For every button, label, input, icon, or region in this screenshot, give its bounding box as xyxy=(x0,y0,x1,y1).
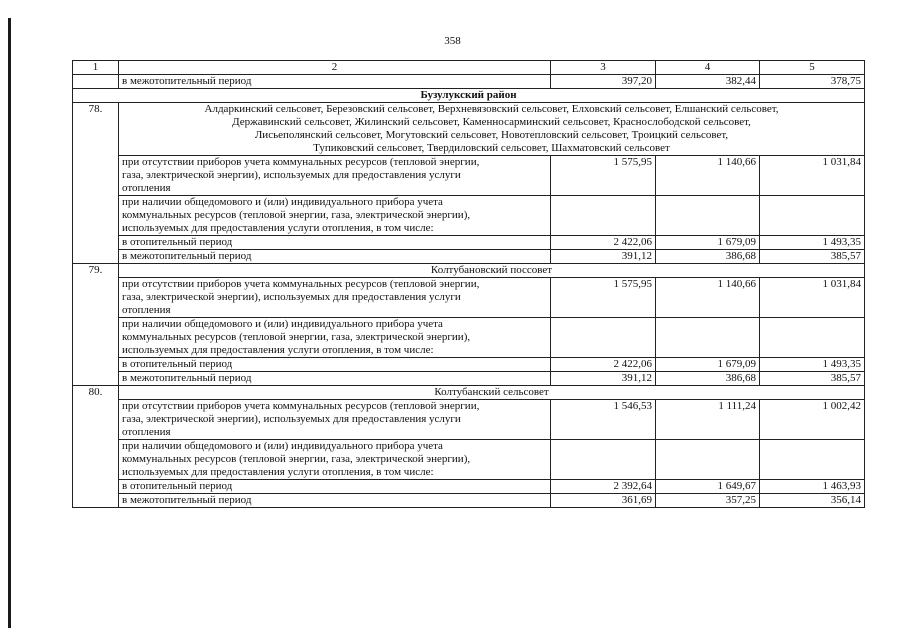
value-cell: 1 493,35 xyxy=(760,358,865,372)
settlement-names-line: Колтубановский поссовет xyxy=(430,264,553,276)
value-cell: 1 546,53 xyxy=(551,400,656,440)
value-cell: 391,12 xyxy=(551,372,656,386)
settlement-number: 80. xyxy=(73,386,119,508)
settlement-names xyxy=(119,264,865,278)
value-cell: 386,68 xyxy=(656,372,760,386)
row-label-line: отопления xyxy=(122,426,171,438)
value-cell: 382,44 xyxy=(656,75,760,89)
value-cell: 1 463,93 xyxy=(760,480,865,494)
row-label-line: при наличии общедомового и (или) индивидуального прибора учета xyxy=(122,318,443,330)
row-label-line: в отопительный период xyxy=(122,358,233,370)
table-row xyxy=(73,236,865,250)
table-row xyxy=(73,278,865,318)
table-row xyxy=(73,480,865,494)
column-header: 4 xyxy=(656,61,760,75)
value-cell: 1 031,84 xyxy=(760,156,865,196)
district-title: Бузулукский район xyxy=(73,89,865,103)
value-cell xyxy=(656,196,760,236)
row-label-line: при отсутствии приборов учета коммунальных ресурсов (тепловой энергии, xyxy=(122,156,480,168)
table-row xyxy=(73,372,865,386)
value-cell: 1 111,24 xyxy=(656,400,760,440)
page-number: 358 xyxy=(444,35,461,47)
value-cell xyxy=(656,440,760,480)
value-cell: 1 679,09 xyxy=(656,236,760,250)
settlement-names-line: Лисьеполянский сельсовет, Могутовский сельсовет, Новотепловский сельсовет, Троицкий сельсовет, xyxy=(254,129,729,141)
row-label xyxy=(119,156,551,196)
value-cell: 1 575,95 xyxy=(551,278,656,318)
value-cell: 356,14 xyxy=(760,494,865,508)
row-label xyxy=(119,400,551,440)
settlement-header-row xyxy=(73,264,865,278)
settlement-names-line: Тупиковский сельсовет, Твердиловский сельсовет, Шахматовский сельсовет xyxy=(313,142,670,154)
value-cell: 361,69 xyxy=(551,494,656,508)
row-label-line: используемых для предоставления услуги отопления, в том числе: xyxy=(122,222,434,234)
row-label-line: отопления xyxy=(122,182,171,194)
table-row xyxy=(73,358,865,372)
row-label-line: при отсутствии приборов учета коммунальных ресурсов (тепловой энергии, xyxy=(122,278,480,290)
value-cell: 1 002,42 xyxy=(760,400,865,440)
tariff-table xyxy=(72,60,865,508)
row-label xyxy=(119,318,551,358)
row-label xyxy=(119,494,551,508)
table-row xyxy=(73,400,865,440)
settlement-number: 79. xyxy=(73,264,119,386)
value-cell xyxy=(760,440,865,480)
value-cell: 386,68 xyxy=(656,250,760,264)
value-cell: 2 392,64 xyxy=(551,480,656,494)
settlement-header-row xyxy=(73,103,865,156)
district-header-row xyxy=(73,89,865,103)
row-label xyxy=(119,358,551,372)
value-cell xyxy=(551,196,656,236)
value-cell: 378,75 xyxy=(760,75,865,89)
value-cell: 1 575,95 xyxy=(551,156,656,196)
settlement-names xyxy=(119,103,865,156)
value-cell: 385,57 xyxy=(760,250,865,264)
settlement-names-line: Колтубанский сельсовет xyxy=(434,386,549,398)
row-label-line: в межотопительный период xyxy=(122,250,252,262)
row-label-line: при наличии общедомового и (или) индивидуального прибора учета xyxy=(122,196,443,208)
scan-edge-line xyxy=(8,18,11,628)
column-header: 1 xyxy=(73,61,119,75)
table-row xyxy=(73,440,865,480)
row-label: в межотопительный период xyxy=(119,75,551,89)
row-number-cell xyxy=(73,75,119,89)
value-cell xyxy=(760,318,865,358)
table-row xyxy=(73,75,865,89)
value-cell xyxy=(760,196,865,236)
row-label-line: в межотопительный период xyxy=(122,494,252,506)
value-cell: 1 493,35 xyxy=(760,236,865,250)
column-header: 5 xyxy=(760,61,865,75)
column-header: 2 xyxy=(119,61,551,75)
column-header-row xyxy=(73,61,865,75)
row-label xyxy=(119,250,551,264)
row-label xyxy=(119,196,551,236)
settlement-names-line: Державинский сельсовет, Жилинский сельсовет, Каменносарминский сельсовет, Краснослободской сельсовет, xyxy=(232,116,751,128)
row-label xyxy=(119,480,551,494)
row-label-line: при наличии общедомового и (или) индивидуального прибора учета xyxy=(122,440,443,452)
row-label-line: в отопительный период xyxy=(122,236,233,248)
table-row xyxy=(73,494,865,508)
row-label xyxy=(119,372,551,386)
value-cell: 2 422,06 xyxy=(551,358,656,372)
value-cell: 357,25 xyxy=(656,494,760,508)
settlement-names xyxy=(119,386,865,400)
row-label-line: коммунальных ресурсов (тепловой энергии, газа, электрической энергии), xyxy=(122,331,471,343)
row-label-line: в межотопительный период xyxy=(122,372,252,384)
value-cell: 1 140,66 xyxy=(656,156,760,196)
row-label xyxy=(119,440,551,480)
row-label-line: отопления xyxy=(122,304,171,316)
row-label-line: газа, электрической энергии), используемых для предоставления услуги xyxy=(122,413,461,425)
settlement-number: 78. xyxy=(73,103,119,264)
table-row xyxy=(73,318,865,358)
settlement-names-line: Алдаркинский сельсовет, Березовский сельсовет, Верхневязовский сельсовет, Елховский сельсовет, Елшанский сельсовет, xyxy=(204,103,779,115)
value-cell: 397,20 xyxy=(551,75,656,89)
value-cell: 1 031,84 xyxy=(760,278,865,318)
row-label-line: при отсутствии приборов учета коммунальных ресурсов (тепловой энергии, xyxy=(122,400,480,412)
value-cell: 391,12 xyxy=(551,250,656,264)
row-label-line: используемых для предоставления услуги отопления, в том числе: xyxy=(122,466,434,478)
value-cell xyxy=(551,440,656,480)
row-label-line: коммунальных ресурсов (тепловой энергии, газа, электрической энергии), xyxy=(122,209,471,221)
row-label-line: коммунальных ресурсов (тепловой энергии, газа, электрической энергии), xyxy=(122,453,471,465)
table-row xyxy=(73,250,865,264)
value-cell: 2 422,06 xyxy=(551,236,656,250)
row-label-line: используемых для предоставления услуги отопления, в том числе: xyxy=(122,344,434,356)
value-cell: 1 679,09 xyxy=(656,358,760,372)
table-row xyxy=(73,196,865,236)
row-label xyxy=(119,236,551,250)
settlement-header-row xyxy=(73,386,865,400)
row-label-line: в отопительный период xyxy=(122,480,233,492)
value-cell: 385,57 xyxy=(760,372,865,386)
column-header: 3 xyxy=(551,61,656,75)
row-label-line: газа, электрической энергии), используемых для предоставления услуги xyxy=(122,169,461,181)
value-cell xyxy=(551,318,656,358)
row-label-line: газа, электрической энергии), используемых для предоставления услуги xyxy=(122,291,461,303)
table-row xyxy=(73,156,865,196)
row-label xyxy=(119,278,551,318)
value-cell: 1 140,66 xyxy=(656,278,760,318)
value-cell xyxy=(656,318,760,358)
value-cell: 1 649,67 xyxy=(656,480,760,494)
